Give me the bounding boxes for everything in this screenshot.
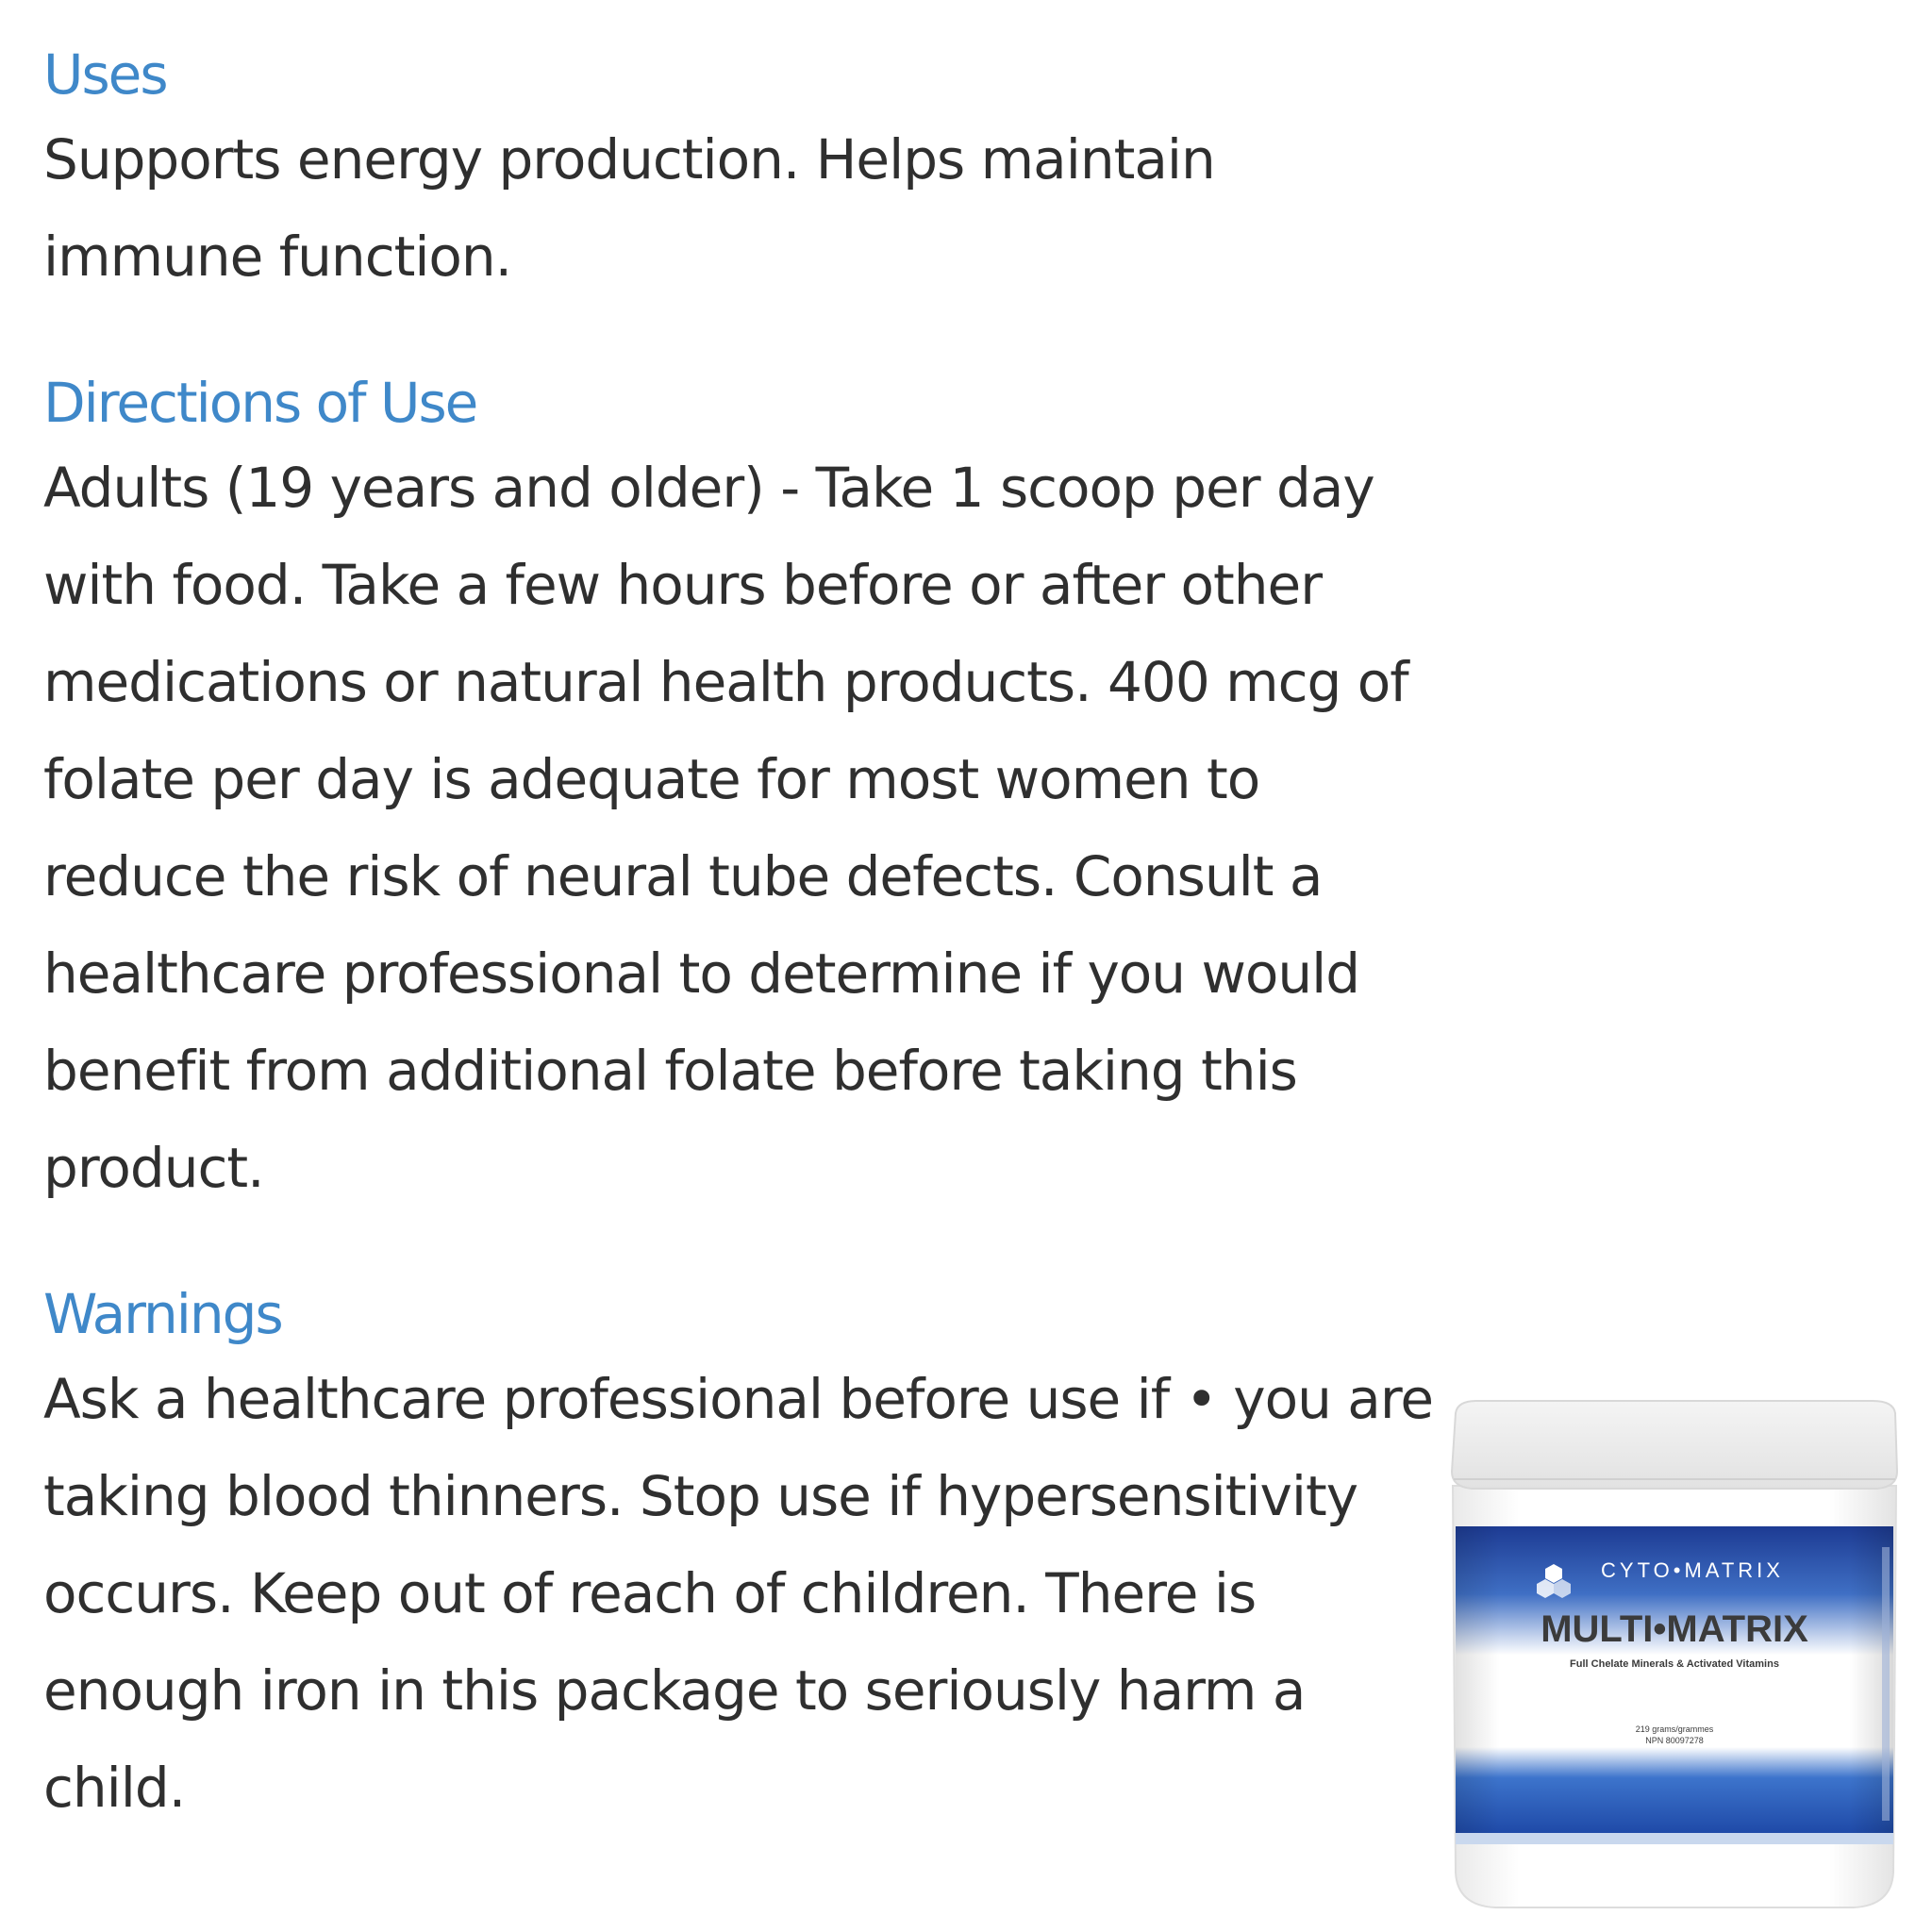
uses-heading: Uses	[43, 42, 167, 107]
product-info-content	[43, 32, 1458, 1837]
product-weight: 219 grams/grammes	[1635, 1724, 1714, 1734]
uses-section	[43, 32, 1458, 306]
product-jar-image	[1448, 1396, 1901, 1910]
brand-name: CYTO•MATRIX	[1601, 1558, 1784, 1582]
directions-heading: Directions of Use	[43, 371, 477, 435]
product-npn: NPN 80097278	[1645, 1736, 1704, 1745]
uses-text: Supports energy production. Helps maintain immune function.	[43, 127, 1215, 289]
warnings-heading: Warnings	[43, 1282, 282, 1346]
product-name: MULTI•MATRIX	[1541, 1608, 1808, 1650]
directions-text: Adults (19 years and older) - Take 1 scoop per day with food. Take a few hours before or after other medications or natural health products. 400 mcg of folate per day is adequate for most women to reduce the risk of neural tube defects. Consult a healthcare professional to determine if you would benefit from additional folate before taking this product.	[43, 456, 1408, 1200]
jar-graphic	[1448, 1396, 1901, 1910]
directions-section	[43, 360, 1458, 1217]
product-tagline: Full Chelate Minerals & Activated Vitamins	[1570, 1658, 1779, 1670]
warnings-section	[43, 1272, 1458, 1837]
warnings-text: Ask a healthcare professional before use if • you are taking blood thinners. Stop use if hypersensitivity occurs. Keep out of reach of children. There is enough iron in this package to seriously harm a child.	[43, 1367, 1434, 1820]
